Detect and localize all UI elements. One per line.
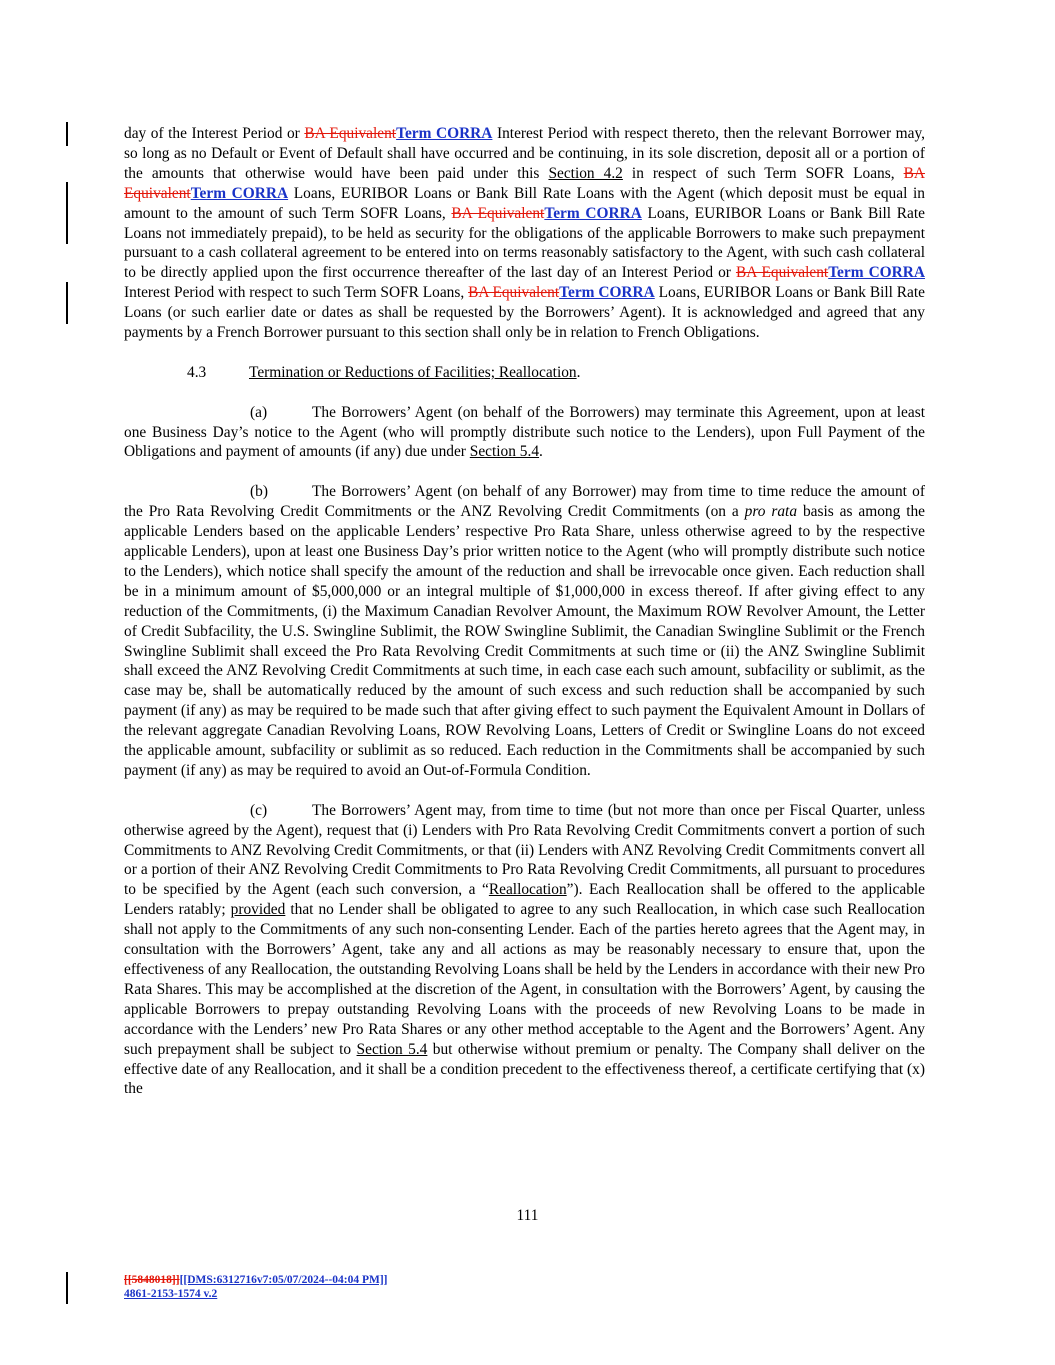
inserted-text: Term CORRA <box>828 264 926 282</box>
change-bar <box>66 182 68 244</box>
deleted-text: BA Equivalent <box>124 164 925 202</box>
deleted-text: BA Equivalent <box>735 264 829 282</box>
section-number: 4.3 <box>187 363 207 381</box>
footer-doc-number: 4861-2153-1574 v.2 <box>124 1288 218 1300</box>
paragraph-a: (a) The Borrowers’ Agent (on behalf of the Borrowers) may terminate this Agreement, upon at least one Business Day’s notice to the Agent (who will promptly distribute such notice to the Lenders), upon Full Payment of the Obligations and payment of amounts (if any) due under Section 5.4. <box>124 403 925 461</box>
inserted-text: Term CORRA <box>544 204 642 222</box>
change-bar <box>66 1272 68 1304</box>
inserted-text: Term CORRA <box>559 284 655 302</box>
deleted-doc-id: [[5848018]] <box>124 1274 180 1286</box>
section-heading: 4.3 Termination or Reductions of Facilities; Reallocation. <box>187 363 581 381</box>
clause-label: (b) <box>250 483 268 501</box>
inserted-text: Term CORRA <box>190 184 289 202</box>
section-reference-link[interactable]: Section 4.2 <box>548 164 623 182</box>
deleted-text: BA Equivalent <box>451 204 545 222</box>
deleted-text: BA Equivalent <box>304 125 397 142</box>
change-bar <box>66 122 68 146</box>
footer-doc-stamp <box>124 1273 388 1287</box>
inserted-doc-id: [[DMS:6312716v7:05/07/2024--04:04 PM]] <box>179 1274 388 1286</box>
page-number: 111 <box>516 1207 539 1224</box>
paragraph-c: (c) The Borrowers’ Agent may, from time to time (but not more than once per Fiscal Quarter, unless otherwise agreed by the Agent), request that (i) Lenders with Pro Rata Revolving Credit Commitments convert a portion of such Commitments to ANZ Revolving Credit Commitments, or that (ii) Lenders with ANZ Revolving Credit Commitments convert all or a portion of their ANZ Revolving Credit Commitments to Pro Rata Revolving Credit Commitments, all pursuant to procedures to be specified by the Agent (each such conversion, a “Reallocation”). Each Reallocation shall be offered to the applicable Lenders ratably; provided that no Lender shall be obligated to agree to any such Reallocation, in which case such Reallocation shall not apply to the Commitments of any such non-consenting Lender. Each of the parties hereto agrees that the Agent may, in consultation with the Borrowers’ Agent, take any and all actions as may be reasonably necessary to ensure that, upon the effectiveness of any Reallocation, the outstanding Revolving Loans shall be held by the Lenders in accordance with their new Pro Rata Shares. This may be accomplished at the discretion of the Agent, in consultation with the Borrowers’ Agent, by causing the applicable Borrowers to prepay outstanding Revolving Loans with the proceeds of new Revolving Loans to be made in accordance with the Lenders’ new Pro Rata Shares or any other method acceptable to the Agent and the Borrowers’ Agent. Any such prepayment shall be subject to Section 5.4 but otherwise without premium or penalty. The Company shall deliver on the effective date of any Reallocation, and it shall be a condition precedent to the effectiveness thereof, a certificate certifying that (x) the <box>124 801 925 1098</box>
provided-term: provided <box>230 901 286 919</box>
paragraph-prepayment-deposit: day of the Interest Period or BA EquivalentTerm CORRA Interest Period with respect thereto, then the relevant Borrower may, so long as no Default or Event of Default shall have occurred and be continuing, in its sole discretion, deposit all or a portion of the amounts that otherwise would have been paid under this Section 4.2 in respect of such Term SOFR Loans, BA EquivalentTerm CORRA Loans, EURIBOR Loans or Bank Bill Rate Loans with the Agent (which deposit must be equal in amount to the amount of such Term SOFR Loans, BA EquivalentTerm CORRA Loans, EURIBOR Loans or Bank Bill Rate Loans not immediately prepaid), to be held as security for the obligations of the applicable Borrowers to make such prepayment pursuant to a cash collateral agreement to be entered into on terms reasonably satisfactory to the Agent, with such cash collateral to be directly applied upon the first occurrence thereafter of the last day of an Interest Period or BA EquivalentTerm CORRA Interest Period with respect to such Term SOFR Loans, BA EquivalentTerm CORRA Loans, EURIBOR Loans or Bank Bill Rate Loans (or such earlier date or dates as shall be requested by the Borrowers’ Agent). It is acknowledged and agreed that any payments by a French Borrower pursuant to this section shall only be in relation to French Obligations. <box>124 125 926 342</box>
section-reference-link[interactable]: Section 5.4 <box>469 443 540 461</box>
document-footer <box>124 1273 388 1301</box>
section-reference-link[interactable]: Section 5.4 <box>356 1040 428 1058</box>
clause-label: (a) <box>250 403 268 421</box>
change-bar <box>66 282 68 324</box>
inserted-text: Term CORRA <box>396 125 493 142</box>
paragraph-b: (b) The Borrowers’ Agent (on behalf of any Borrower) may from time to time reduce the amount of the Pro Rata Revolving Credit Commitments or the ANZ Revolving Credit Commitments (on a pro rata basis as among the applicable Lenders based on the applicable Lenders’ respective Pro Rata Share, unless otherwise agreed to by the respective applicable Lenders), upon at least one Business Day’s prior written notice to the Agent (who will promptly distribute such notice to the Lenders), which notice shall specify the amount of the reduction and shall be irrevocable once given. Each reduction shall be in a minimum amount of $5,000,000 or an integral multiple of $1,000,000 in excess thereof. If after giving effect to any reduction of the Commitments, (i) the Maximum Canadian Revolver Amount, the Maximum ROW Revolver Amount, the Letter of Credit Subfacility, the U.S. Swingline Sublimit, the ROW Swingline Sublimit, the Canadian Swingline Sublimit or the French Swingline Sublimit shall exceed the Pro Rata Revolving Credit Commitments at such time or (ii) the ANZ Swingline Sublimit shall exceed the ANZ Revolving Credit Commitments at such time, in each case each such amount, subfacility or sublimit, as the case may be, shall be automatically reduced by the amount of such excess and such reduction shall be accompanied by such payment (if any) as may be required to be made such that after giving effect to such payment the Equivalent Amount in Dollars of the relevant aggregate Canadian Revolving Loans, ROW Revolving Loans, Letters of Credit or Swingline Loans do not exceed the applicable amount, subfacility or sublimit as so reduced. Each reduction in the Commitments shall be accompanied by such payment (if any) as may be required to avoid an Out-of-Formula Condition. <box>124 483 926 779</box>
section-title: Termination or Reductions of Facilities; Reallocation <box>249 363 577 381</box>
defined-term: Reallocation <box>488 881 567 899</box>
deleted-text: BA Equivalent <box>468 284 560 302</box>
document-body <box>124 124 925 1099</box>
clause-label: (c) <box>250 801 268 819</box>
